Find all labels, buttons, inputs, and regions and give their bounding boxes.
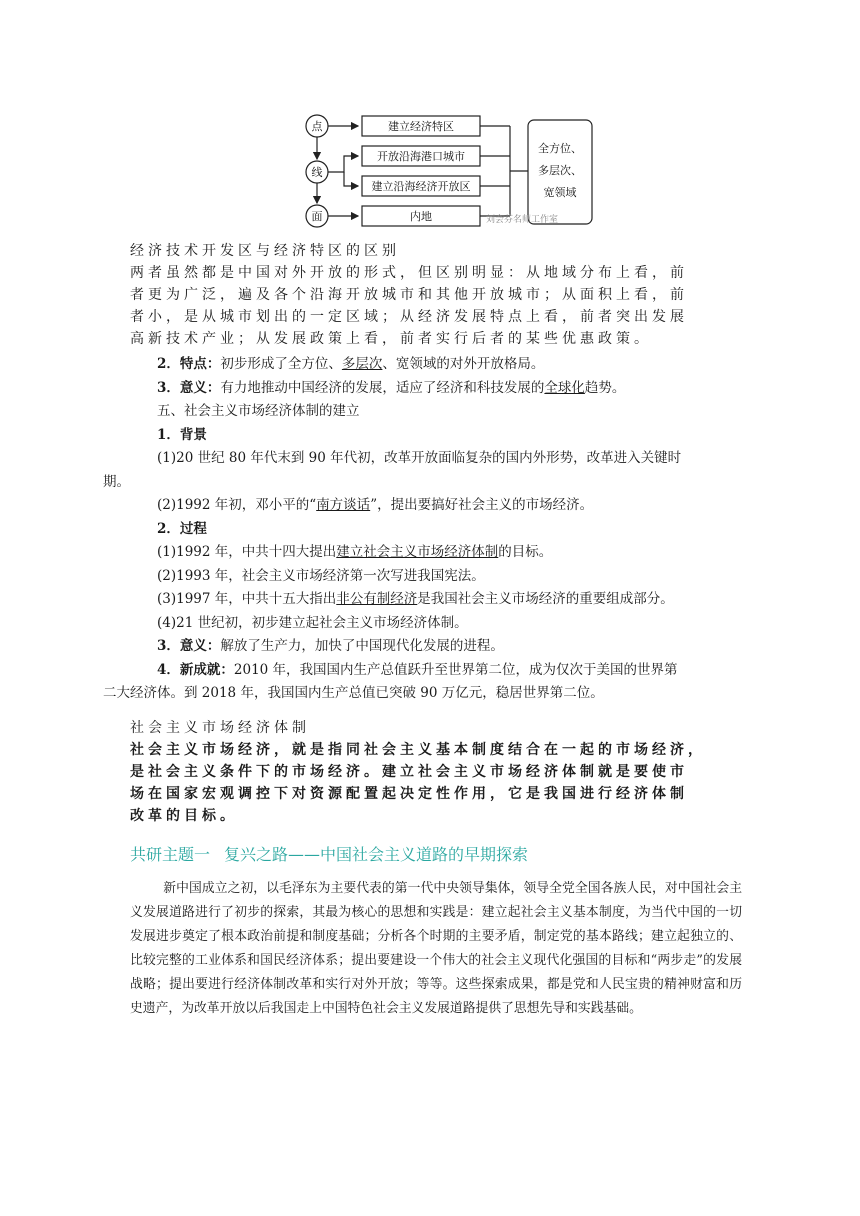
note2-title: 社会主义市场经济体制 [130,720,310,736]
svg-text:多层次、: 多层次、 [538,164,582,177]
opening-up-diagram [300,112,600,234]
svg-text:建立沿海经济开放区: 建立沿海经济开放区 [371,180,471,193]
node-surface [306,205,328,227]
theme-heading: 共研主题一 复兴之路——中国社会主义道路的早期探索 [130,845,529,864]
arrow-to-box-2 [328,156,358,172]
box-special-zones [362,116,480,136]
note-dev-zone-vs-sez [130,240,740,350]
svg-text:点: 点 [311,120,323,133]
watermark: 刘会芬名师工作室 [486,215,559,225]
process-3: (3)1997 年，中共十五大指出非公有制经济是我国社会主义市场经济的重要组成部分。 [157,591,674,607]
node-point [306,115,328,137]
significance-5: 3．意义：解放了生产力，加快了中国现代化发展的进程。 [157,638,504,654]
section5-heading: 五、社会主义市场经济体制的建立 [157,403,360,419]
note2-line: 改革的目标。 [130,808,238,824]
svg-text:建立经济特区: 建立经济特区 [388,120,454,133]
svg-text:开放沿海港口城市: 开放沿海港口城市 [377,150,465,163]
svg-text:线: 线 [311,166,323,179]
note1-line: 两者虽然都是中国对外开放的形式，但区别明显：从地域分布上看，前 [130,265,688,281]
note2-line: 场在国家宏观调控下对资源配置起决定性作用，它是我国进行经济体制 [130,786,688,802]
new-achievement: 4．新成就：2010 年，我国国内生产总值跃升至世界第二位，成为仅次于美国的世界第 二大经济体。到 2018 年，我国国内生产总值已突破 90 万亿元，稳居世界第二位。 [103,661,678,701]
note1-line: 者更为广泛，遍及各个沿海开放城市和其他开放城市；从面积上看，前 [130,287,688,303]
note2-line: 社会主义市场经济，就是指同社会主义基本制度结合在一起的市场经济， [130,742,706,758]
background-2: (2)1992 年初，邓小平的“南方谈话”，提出要搞好社会主义的市场经济。 [157,497,594,513]
background-label: 1．背景 [157,426,207,443]
main-content [103,353,742,706]
significance-paragraph: 3．意义：有力地推动中国经济的发展，适应了经济和科技发展的全球化趋势。 [157,379,626,396]
svg-text:面: 面 [311,210,323,223]
process-1: (1)1992 年，中共十四大提出建立社会主义市场经济体制的目标。 [157,544,553,560]
note1-title: 经济技术开发区与经济特区的区别 [130,243,400,259]
box-inland [362,206,480,226]
essay-paragraph: 新中国成立之初，以毛泽东为主要代表的第一代中央领导集体，领导全党全国各族人民，对中国社会主义发展道路进行了初步的探索，其最为核心的思想和实践是：建立起社会主义基本制度，为当代中国的一切发展进步奠定了根本政治前提和制度基础；分析各个时期的主要矛盾，制定党的基本路线；建立起独立的、比较完整的工业体系和国民经济体系；提出要建设一个伟大的社会主义现代化强国的目标和“两步走”的发展战略；提出要进行经济体制改革和实行对外开放；等等。这些探索成果，都是党和人民宝贵的精神财富和历史遗产，为改革开放以后我国走上中国特色社会主义发展道路提供了思想先导和实践基础。 [130,881,742,1016]
process-4: (4)21 世纪初，初步建立起社会主义市场经济体制。 [157,614,468,631]
feature-paragraph: 2．特点：初步形成了全方位、多层次、宽领域的对外开放格局。 [157,356,545,372]
node-line [306,161,328,183]
result-box [528,120,592,224]
process-2: (2)1993 年，社会主义市场经济第一次写进我国宪法。 [157,567,485,584]
background-1: (1)20 世纪 80 年代末到 90 年代初，改革开放面临复杂的国内外形势，改革进入关键时 期。 [103,450,682,490]
box-coastal-open-zones [362,176,480,196]
note2-line: 是社会主义条件下的市场经济。建立社会主义市场经济体制就是要使市 [130,764,688,780]
note-socialist-market-economy [130,717,740,827]
note1-line: 者小，是从城市划出的一定区域；从经济发展特点上看，前者突出发展 [130,309,688,325]
svg-text:内地: 内地 [410,210,432,223]
arrow-to-box-3 [344,172,358,186]
box-coastal-cities [362,146,480,166]
note1-line: 高新技术产业；从发展政策上看，前者实行后者的某些优惠政策。 [130,331,652,347]
process-label: 2．过程 [157,520,207,537]
svg-text:宽领域: 宽领域 [543,186,577,199]
svg-text:全方位、: 全方位、 [538,142,582,155]
